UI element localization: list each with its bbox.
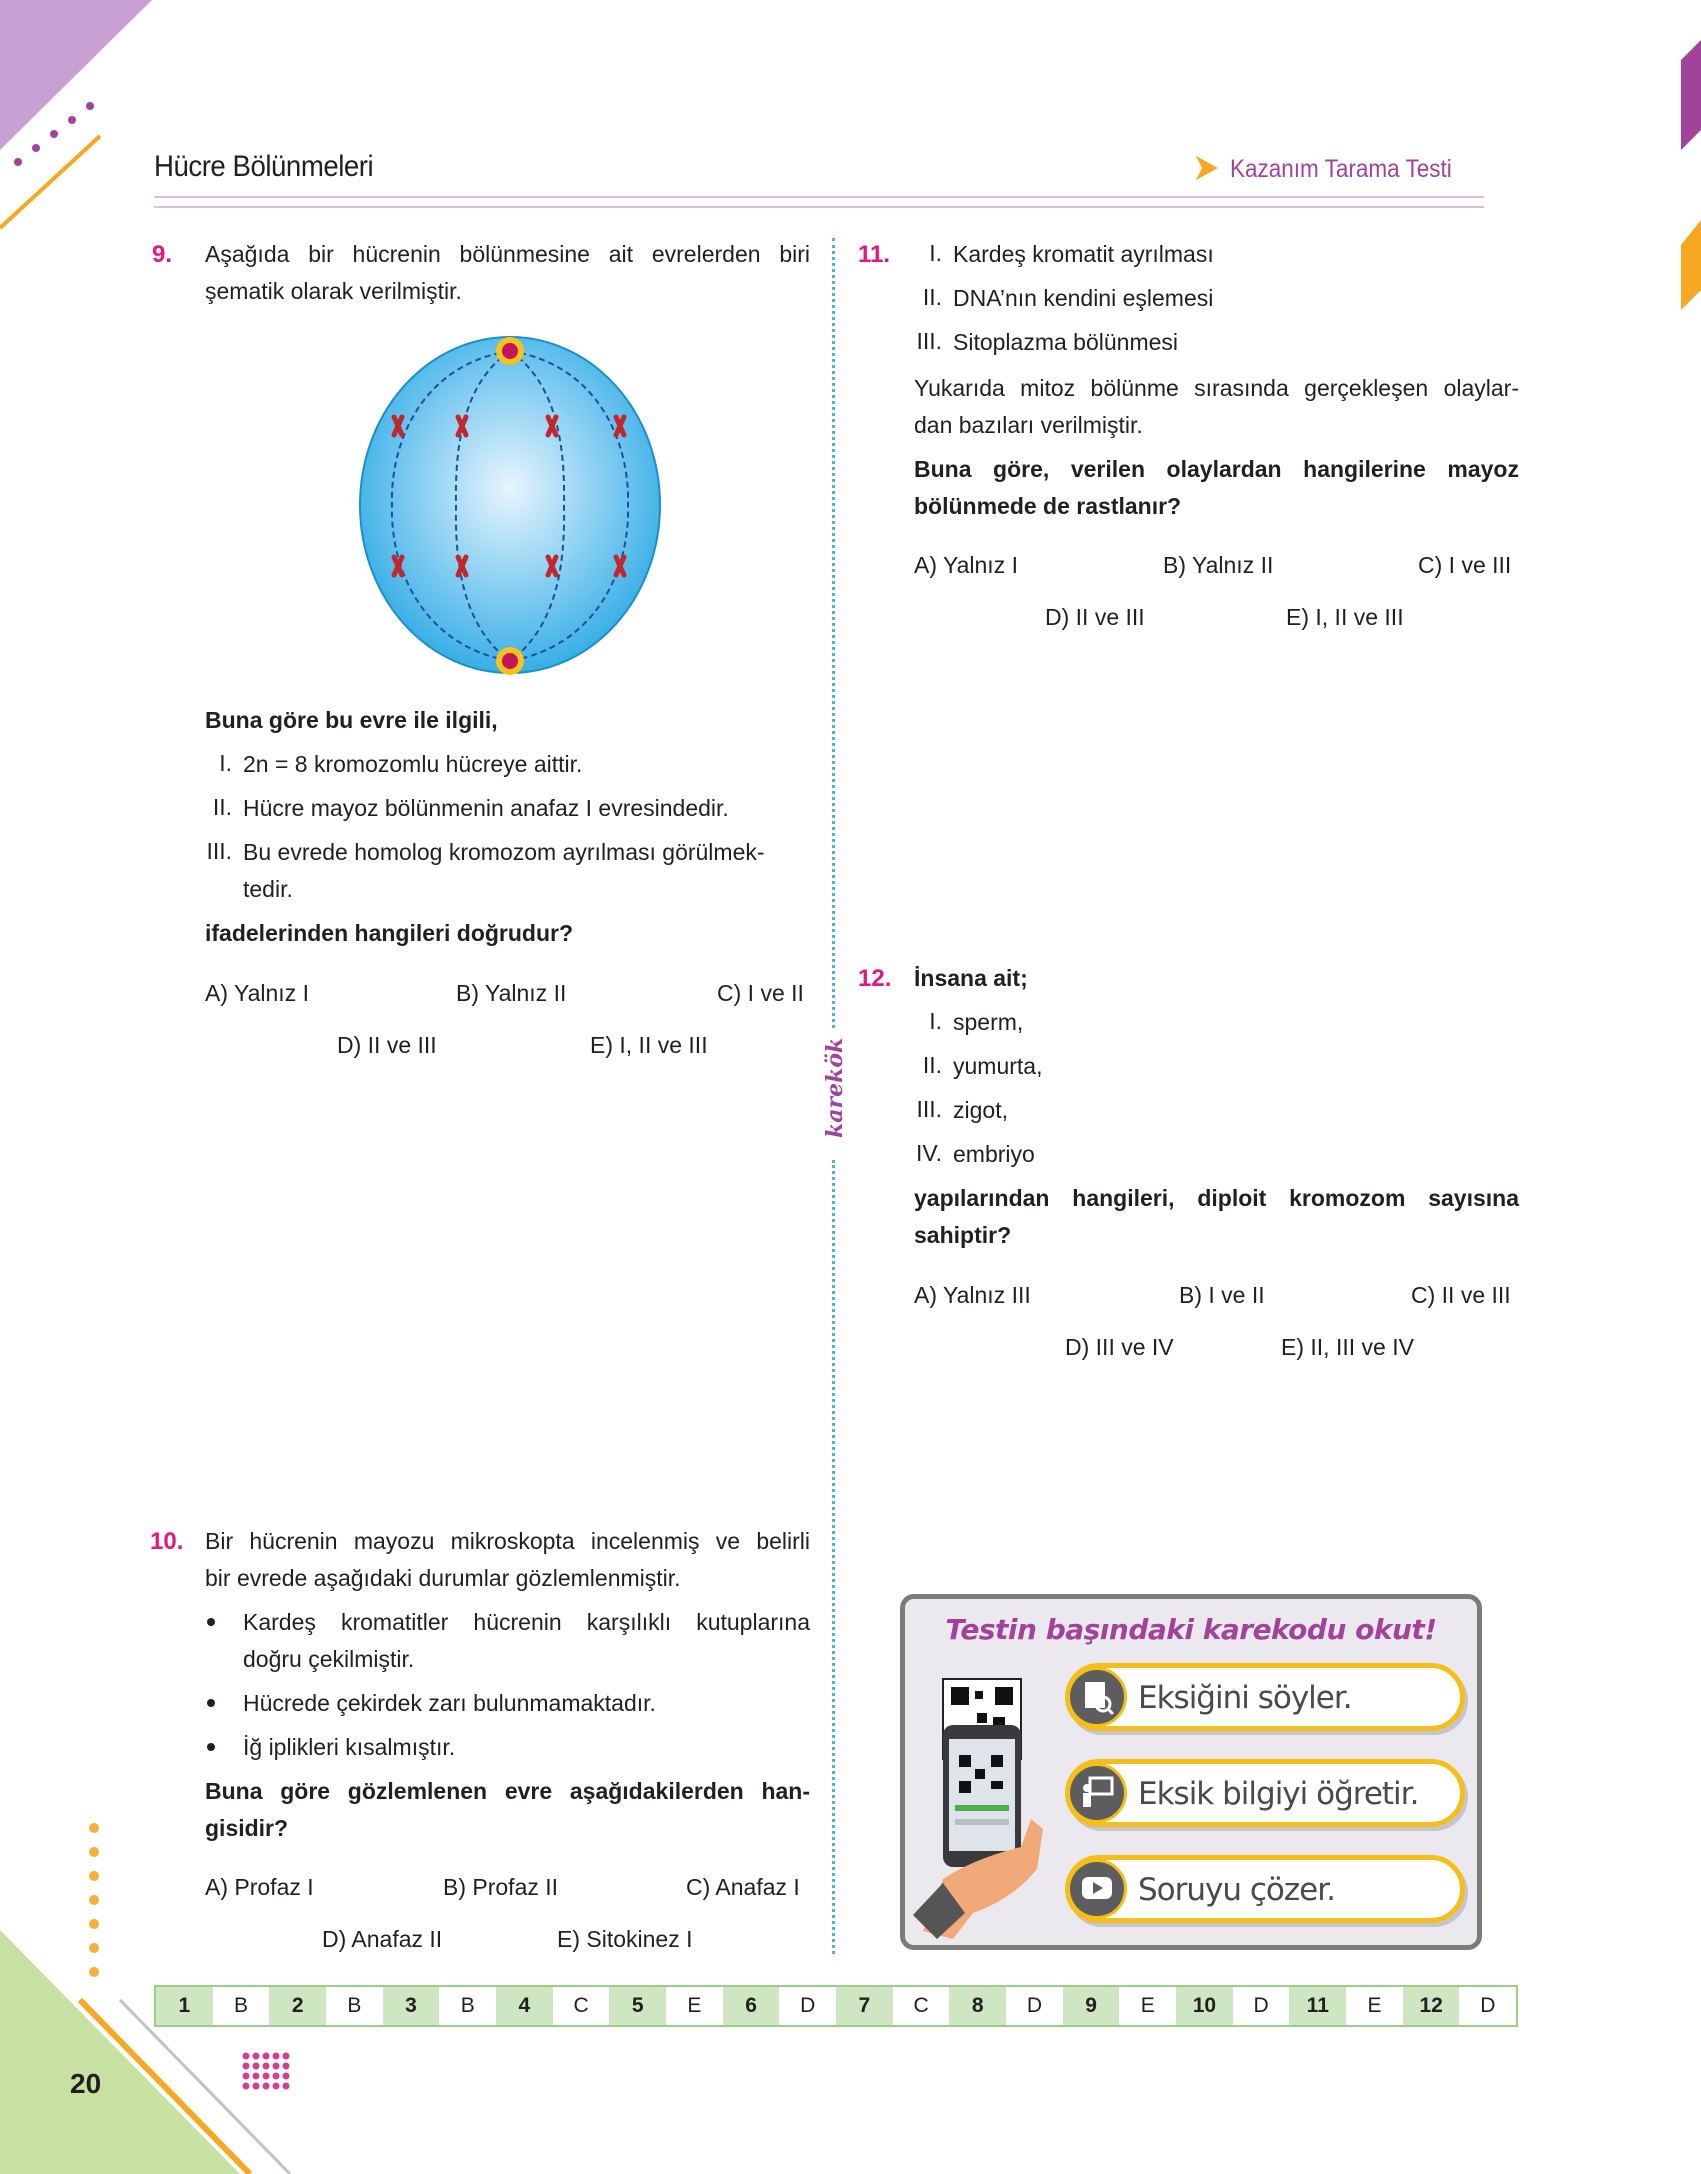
question-text: yapılarından hangileri, diploit kromozom sayısına (914, 1185, 1519, 1211)
option-b[interactable]: B) Yalnız II (456, 980, 567, 1006)
answer-key-number: 5 (609, 1987, 666, 2025)
answer-key-number: 3 (383, 1987, 440, 2025)
centrosome-icon (496, 647, 524, 675)
question-text: ifadelerinden hangileri doğrudur? (205, 920, 574, 946)
teacher-board-icon (1067, 1763, 1127, 1823)
item-text: DNA’nın kendini eşlemesi (953, 285, 1214, 311)
question-text: sahiptir? (914, 1222, 1012, 1248)
chapter-title: Hücre Bölünmeleri (154, 150, 374, 183)
question-lead: İnsana ait; (914, 965, 1028, 991)
option-e[interactable]: E) II, III ve IV (1281, 1334, 1414, 1360)
option-d[interactable]: D) Anafaz II (322, 1926, 443, 1952)
item-text: zigot, (953, 1097, 1008, 1123)
question-text: Buna göre gözlemlenen evre aşağıdakilerden han- (205, 1778, 810, 1804)
test-label: Kazanım Tarama Testi (1230, 155, 1452, 183)
option-c[interactable]: C) Anafaz I (686, 1874, 800, 1900)
item-text: tedir. (243, 876, 293, 902)
option-a[interactable]: A) Yalnız I (914, 552, 1018, 578)
option-d[interactable]: D) III ve IV (1065, 1334, 1174, 1360)
item-text: yumurta, (953, 1053, 1043, 1079)
item-text: embriyo (953, 1141, 1035, 1167)
column-divider (832, 238, 835, 1028)
dots-grid-decoration (242, 2052, 292, 2094)
question-number: 10. (150, 1528, 184, 1555)
answer-key-number: 11 (1289, 1987, 1346, 2025)
option-b[interactable]: B) I ve II (1179, 1282, 1265, 1308)
option-d[interactable]: D) II ve III (1045, 604, 1145, 630)
option-a[interactable]: A) Yalnız I (205, 980, 309, 1006)
option-e[interactable]: E) Sitokinez I (557, 1926, 693, 1952)
arrow-icon (1194, 154, 1220, 182)
item-number: II. (212, 794, 232, 820)
header-divider (154, 196, 1484, 198)
item-number: I. (929, 1008, 942, 1034)
answer-key-number: 9 (1063, 1987, 1120, 2025)
answer-key-letter: B (347, 1994, 362, 2017)
feature-label: Eksik bilgiyi öğretir. (1138, 1776, 1419, 1812)
answer-key-letter: C (913, 1994, 929, 2017)
bullet-text: İğ iplikleri kısalmıştır. (243, 1734, 456, 1760)
question-text: gisidir? (205, 1815, 289, 1841)
bullet-text: doğru çekilmiştir. (243, 1646, 415, 1672)
answer-key-letter: B (234, 1994, 249, 2017)
question-number: 12. (858, 965, 892, 992)
question-stem: Yukarıda mitoz bölünme sırasında gerçekleşen olaylar- (914, 375, 1519, 401)
option-d[interactable]: D) II ve III (337, 1032, 437, 1058)
qr-promo-box (900, 1594, 1482, 1950)
answer-key-number: 1 (156, 1987, 213, 2025)
question-stem: Bir hücrenin mayozu mikroskopta incelenmiş ve belirli (205, 1528, 810, 1554)
answer-key-number: 4 (496, 1987, 553, 2025)
dots-decoration-left (86, 1820, 102, 1990)
item-number: I. (929, 240, 942, 266)
bullet-icon (207, 1699, 215, 1707)
item-text: Bu evrede homolog kromozom ayrılması görülmek- (243, 839, 765, 865)
question-stem: şematik olarak verilmiştir. (205, 278, 462, 304)
answer-key-letter: E (687, 1994, 702, 2017)
cell-division-diagram (350, 325, 670, 685)
answer-key-letter: E (1140, 1994, 1155, 2017)
option-a[interactable]: A) Profaz I (205, 1874, 314, 1900)
option-c[interactable]: C) I ve II (717, 980, 804, 1006)
bullet-icon (207, 1743, 215, 1751)
item-text: Kardeş kromatit ayrılması (953, 241, 1214, 267)
item-text: Hücre mayoz bölünmenin anafaz I evresindedir. (243, 795, 729, 821)
answer-key-number: 12 (1403, 1987, 1460, 2025)
answer-key-letter: D (1026, 1994, 1042, 2017)
item-number: III. (916, 1096, 942, 1122)
option-c[interactable]: C) I ve III (1418, 552, 1512, 578)
question-lead: Buna göre bu evre ile ilgili, (205, 707, 498, 733)
centrosome-icon (496, 337, 524, 365)
item-text: 2n = 8 kromozomlu hücreye aittir. (243, 751, 583, 777)
bullet-icon (207, 1618, 215, 1626)
bullet-text: Hücrede çekirdek zarı bulunmamaktadır. (243, 1690, 656, 1716)
item-text: sperm, (953, 1009, 1024, 1035)
corner-decoration-top-left (0, 0, 160, 240)
answer-key-letter: D (800, 1994, 816, 2017)
answer-key-number: 6 (723, 1987, 780, 2025)
question-number: 9. (152, 241, 173, 268)
promo-title: Testin başındaki karekodu okut! (945, 1613, 1437, 1646)
phone-qr-illustration (913, 1669, 1053, 1939)
question-text: Buna göre, verilen olaylardan hangilerine mayoz (914, 456, 1519, 482)
bullet-text: Kardeş kromatitler hücrenin karşılıklı kutuplarına (243, 1609, 810, 1635)
answer-key-number: 2 (269, 1987, 326, 2025)
answer-key-number: 10 (1176, 1987, 1233, 2025)
feature-button-missing[interactable] (1065, 1663, 1465, 1731)
option-e[interactable]: E) I, II ve III (590, 1032, 708, 1058)
column-divider (832, 1160, 835, 1954)
option-b[interactable]: B) Yalnız II (1163, 552, 1274, 578)
question-stem: Aşağıda bir hücrenin bölünmesine ait evrelerden biri (205, 241, 810, 267)
answer-key-number: 7 (836, 1987, 893, 2025)
question-text: bölünmede de rastlanır? (914, 493, 1182, 519)
option-c[interactable]: C) II ve III (1411, 1282, 1511, 1308)
answer-key-number: 8 (949, 1987, 1006, 2025)
option-a[interactable]: A) Yalnız III (914, 1282, 1031, 1308)
item-number: I. (219, 750, 232, 776)
feature-button-solve[interactable] (1065, 1855, 1465, 1923)
question-stem: bir evrede aşağıdaki durumlar gözlemlenmiştir. (205, 1565, 681, 1591)
item-number: III. (206, 838, 232, 864)
option-e[interactable]: E) I, II ve III (1286, 604, 1404, 630)
answer-key-letter: C (573, 1994, 589, 2017)
item-number: II. (922, 1052, 942, 1078)
answer-key-table (154, 1985, 1518, 2027)
answer-key-letter: E (1367, 1994, 1382, 2017)
answer-key-letter: D (1480, 1994, 1496, 2017)
feature-label: Eksiğini söyler. (1138, 1680, 1352, 1716)
side-label: karekök (822, 1037, 848, 1138)
item-number: IV. (915, 1140, 942, 1166)
play-icon (1067, 1859, 1127, 1919)
feature-button-teach[interactable] (1065, 1759, 1465, 1827)
feature-label: Soruyu çözer. (1138, 1872, 1335, 1908)
document-search-icon (1067, 1667, 1127, 1727)
answer-key-letter: B (460, 1994, 475, 2017)
question-stem: dan bazıları verilmiştir. (914, 412, 1143, 438)
answer-key-letter: D (1253, 1994, 1269, 2017)
item-number: II. (922, 284, 942, 310)
corner-decoration-right (1681, 0, 1701, 310)
header-divider (154, 206, 1484, 208)
page-number: 20 (70, 2068, 102, 2099)
item-text: Sitoplazma bölünmesi (953, 329, 1179, 355)
option-b[interactable]: B) Profaz II (443, 1874, 559, 1900)
item-number: III. (916, 328, 942, 354)
question-number: 11. (858, 241, 891, 268)
